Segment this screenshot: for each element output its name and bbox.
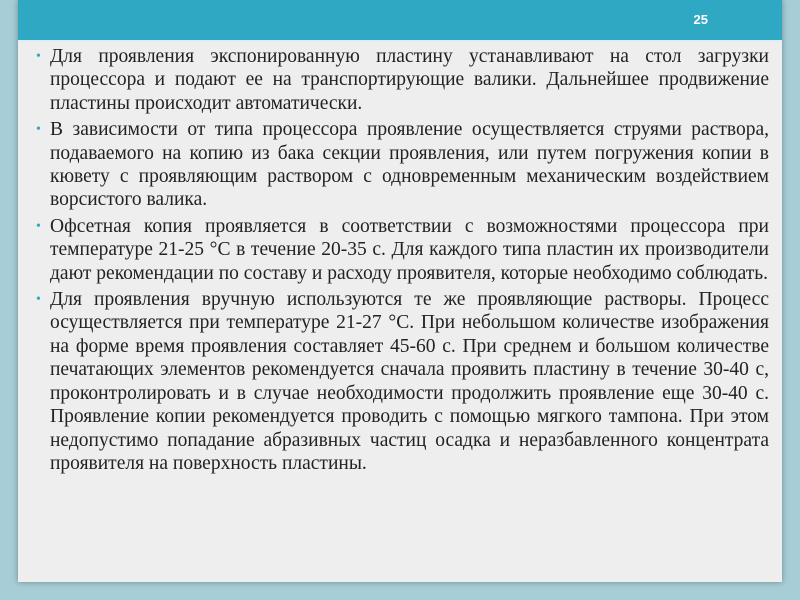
header-band [18,0,782,40]
paragraph-text: Офсетная копия проявляется в соответствии с возможностями процессора при температуре 21-25 °С в течение 20-35 с. Для каждого типа пластин их производители дают рекомендации по составу и расходу проявителя, которые необходимо соблюдать. [50,215,769,284]
bullet-paragraph [36,288,769,475]
bullet-paragraph [36,215,769,285]
bullet-paragraph [36,45,769,115]
bullet-icon: • [36,292,41,308]
slide [18,0,782,582]
bullet-paragraph [36,118,769,212]
page-number: 25 [693,12,708,27]
paragraph-text: В зависимости от типа процессора проявление осуществляется струями раствора, подаваемого на копию из бака секции проявления, или путем погружения копии в кювету с проявляющим раствором с одновременным механическим воздействием ворсистого валика. [50,119,769,211]
header-divider [18,40,782,42]
paragraph-text: Для проявления экспонированную пластину устанавливают на стол загрузки процессора и подают ее на транспортирующие валики. Дальнейшее продвижение пластины происходит автоматически. [50,46,769,114]
paragraph-text: Для проявления вручную используются те же проявляющие растворы. Процесс осуществляется при температуре 21-27 °С. При небольшом количестве изображения на форме время проявления составляет 45-60 с. При среднем и большом количестве печатающих элементов рекомендуется сначала проявить пластину в течение 30-40 с, проконтролировать и в случае необходимости продолжить проявление еще 30-40 с. Проявление копии рекомендуется проводить с помощью мягкого тампона. При этом недопустимо попадание абразивных частиц осадка и неразбавленного концентрата проявителя на поверхность пластины. [50,289,769,474]
bullet-icon: • [36,49,41,64]
bullet-icon: • [36,122,41,138]
bullet-list [36,45,769,478]
bullet-icon: • [36,218,41,234]
